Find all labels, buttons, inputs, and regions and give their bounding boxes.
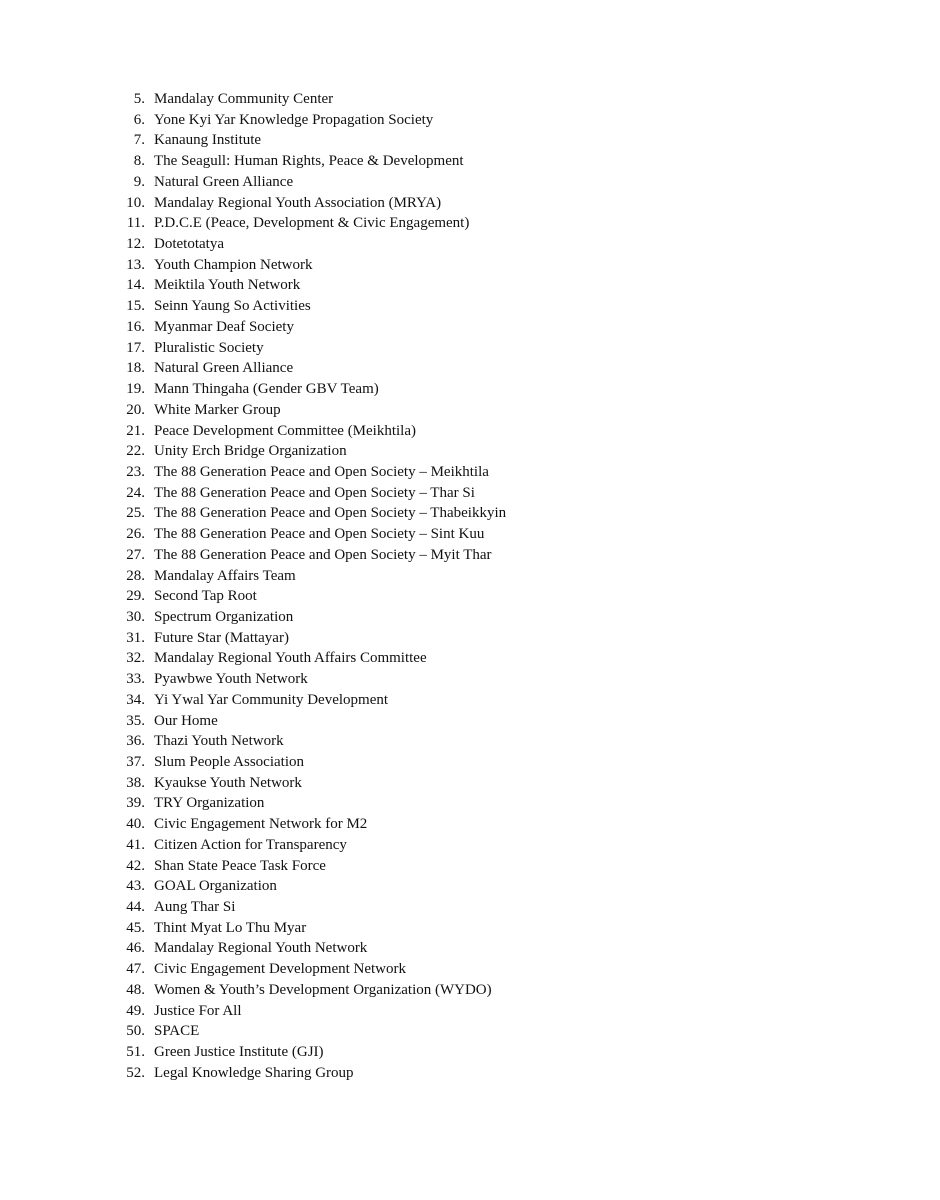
list-item-number: 23. <box>126 463 145 480</box>
list-item <box>0 1001 506 1022</box>
organization-name: Green Justice Institute (GJI) <box>154 1044 324 1061</box>
organization-name: TRY Organization <box>154 795 265 812</box>
list-item-number: 36. <box>126 733 145 750</box>
list-item <box>0 793 506 814</box>
organization-name: Our Home <box>154 712 218 729</box>
list-item <box>0 462 506 483</box>
organization-name: Thazi Youth Network <box>154 733 284 750</box>
list-item-number: 10. <box>126 194 145 211</box>
list-item <box>0 296 506 317</box>
list-item-number: 30. <box>126 608 145 625</box>
list-item <box>0 255 506 276</box>
organization-name: Thint Myat Lo Thu Myar <box>154 919 307 936</box>
organization-name: SPACE <box>154 1023 200 1040</box>
organization-name: The Seagull: Human Rights, Peace & Development <box>154 153 464 170</box>
organization-name: Youth Champion Network <box>154 256 313 273</box>
organization-list <box>0 89 506 1084</box>
list-item <box>0 566 506 587</box>
list-item-number: 32. <box>126 650 145 667</box>
list-item <box>0 586 506 607</box>
list-item <box>0 980 506 1001</box>
list-item <box>0 856 506 877</box>
list-item <box>0 897 506 918</box>
list-item <box>0 669 506 690</box>
list-item <box>0 172 506 193</box>
organization-name: Civic Engagement Network for M2 <box>154 816 368 833</box>
list-item <box>0 918 506 939</box>
list-item <box>0 545 506 566</box>
list-item-number: 6. <box>133 111 145 128</box>
list-item-number: 22. <box>126 443 145 460</box>
list-item <box>0 441 506 462</box>
list-item <box>0 151 506 172</box>
list-item-number: 25. <box>126 505 145 522</box>
organization-name: Kyaukse Youth Network <box>154 774 302 791</box>
list-item-number: 28. <box>126 567 145 584</box>
list-item-number: 49. <box>126 1002 145 1019</box>
organization-name: Second Tap Root <box>154 588 257 605</box>
list-item-number: 9. <box>133 173 145 190</box>
organization-name: Aung Thar Si <box>154 899 236 916</box>
organization-name: Justice For All <box>154 1002 242 1019</box>
list-item-number: 46. <box>126 940 145 957</box>
list-item-number: 27. <box>126 546 145 563</box>
list-item-number: 29. <box>126 588 145 605</box>
list-item-number: 38. <box>126 774 145 791</box>
organization-name: Mandalay Regional Youth Affairs Committee <box>154 650 427 667</box>
list-item <box>0 483 506 504</box>
organization-name: Pyawbwe Youth Network <box>154 671 308 688</box>
list-item-number: 37. <box>126 754 145 770</box>
organization-name: Slum People Association <box>154 754 304 770</box>
list-item-number: 11. <box>126 215 145 232</box>
list-item-number: 40. <box>126 816 145 833</box>
organization-name: Seinn Yaung So Activities <box>154 298 311 315</box>
list-item <box>0 379 506 400</box>
organization-name: Natural Green Alliance <box>154 360 294 377</box>
organization-name: Civic Engagement Development Network <box>154 961 407 978</box>
list-item-number: 20. <box>126 401 145 418</box>
organization-name: Yone Kyi Yar Knowledge Propagation Society <box>154 111 434 128</box>
organization-name: Mandalay Regional Youth Association (MRYA) <box>154 194 442 211</box>
organization-name: Shan State Peace Task Force <box>154 857 326 874</box>
list-item <box>0 400 506 421</box>
list-item-number: 45. <box>126 919 145 936</box>
list-item-number: 42. <box>126 857 145 874</box>
organization-name: The 88 Generation Peace and Open Society – Meikhtila <box>154 463 489 480</box>
list-item <box>0 89 506 110</box>
list-item <box>0 752 506 773</box>
organization-name: Pluralistic Society <box>154 339 264 356</box>
list-item <box>0 876 506 897</box>
organization-name: Future Star (Mattayar) <box>154 629 289 646</box>
list-item-number: 33. <box>126 671 145 688</box>
organization-name: Legal Knowledge Sharing Group <box>154 1064 354 1081</box>
list-item <box>0 421 506 442</box>
list-item-number: 41. <box>126 836 145 853</box>
organization-name: Citizen Action for Transparency <box>154 836 347 853</box>
list-item-number: 51. <box>126 1044 145 1061</box>
list-item <box>0 275 506 296</box>
list-item-number: 13. <box>126 256 145 273</box>
list-item <box>0 358 506 379</box>
list-item-number: 52. <box>126 1064 145 1081</box>
list-item <box>0 711 506 732</box>
list-item-number: 16. <box>126 318 145 335</box>
organization-name: Natural Green Alliance <box>154 173 294 190</box>
organization-name: Dotetotatya <box>154 236 224 253</box>
list-item <box>0 773 506 794</box>
list-item <box>0 503 506 524</box>
list-item-number: 26. <box>126 526 145 543</box>
list-item <box>0 690 506 711</box>
list-item-number: 44. <box>126 899 145 916</box>
list-item <box>0 110 506 131</box>
list-item <box>0 814 506 835</box>
organization-name: Meiktila Youth Network <box>154 277 301 294</box>
list-item-number: 14. <box>126 277 145 294</box>
list-item-number: 43. <box>126 878 145 895</box>
list-item <box>0 959 506 980</box>
list-item-number: 7. <box>133 132 145 149</box>
organization-name: Kanaung Institute <box>154 132 262 149</box>
list-item-number: 8. <box>133 153 145 170</box>
list-item-number: 18. <box>126 360 145 377</box>
list-item-number: 17. <box>126 339 145 356</box>
list-item <box>0 193 506 214</box>
list-item-number: 5. <box>133 91 145 107</box>
organization-name: Myanmar Deaf Society <box>154 318 294 335</box>
list-item <box>0 607 506 628</box>
list-item <box>0 524 506 545</box>
organization-name: Yi Ywal Yar Community Development <box>154 691 389 708</box>
list-item-number: 39. <box>126 795 145 812</box>
list-item <box>0 234 506 255</box>
list-item <box>0 648 506 669</box>
list-item <box>0 338 506 359</box>
organization-name: White Marker Group <box>154 401 281 418</box>
list-item <box>0 835 506 856</box>
list-item <box>0 317 506 338</box>
list-item-number: 34. <box>126 691 145 708</box>
list-item-number: 47. <box>126 961 145 978</box>
organization-name: Peace Development Committee (Meikhtila) <box>154 422 417 439</box>
organization-name: Mandalay Community Center <box>154 91 334 107</box>
list-item <box>0 130 506 151</box>
list-item <box>0 938 506 959</box>
list-item-number: 24. <box>126 484 145 501</box>
organization-name: Unity Erch Bridge Organization <box>154 443 347 460</box>
organization-name: The 88 Generation Peace and Open Society – Myit Thar <box>154 546 492 563</box>
list-item-number: 31. <box>126 629 145 646</box>
list-item-number: 12. <box>126 236 145 253</box>
organization-name: Mann Thingaha (Gender GBV Team) <box>154 381 379 398</box>
list-item <box>0 213 506 234</box>
organization-name: Women & Youth’s Development Organization (WYDO) <box>154 981 492 998</box>
list-item-number: 19. <box>126 381 145 398</box>
list-item-number: 21. <box>126 422 145 439</box>
list-item <box>0 731 506 752</box>
organization-name: The 88 Generation Peace and Open Society – Thar Si <box>154 484 475 501</box>
list-item <box>0 1063 506 1084</box>
organization-name: The 88 Generation Peace and Open Society – Thabeikkyin <box>154 505 507 522</box>
organization-name: GOAL Organization <box>154 878 277 895</box>
list-item-number: 48. <box>126 981 145 998</box>
list-item <box>0 1021 506 1042</box>
list-item-number: 15. <box>126 298 145 315</box>
organization-name: Mandalay Affairs Team <box>154 567 296 584</box>
list-item <box>0 628 506 649</box>
organization-name: Mandalay Regional Youth Network <box>154 940 368 957</box>
organization-name: Spectrum Organization <box>154 608 294 625</box>
list-item-number: 35. <box>126 712 145 729</box>
list-item-number: 50. <box>126 1023 145 1040</box>
organization-name: The 88 Generation Peace and Open Society – Sint Kuu <box>154 526 485 543</box>
organization-name: P.D.C.E (Peace, Development & Civic Engagement) <box>154 215 470 232</box>
list-item <box>0 1042 506 1063</box>
